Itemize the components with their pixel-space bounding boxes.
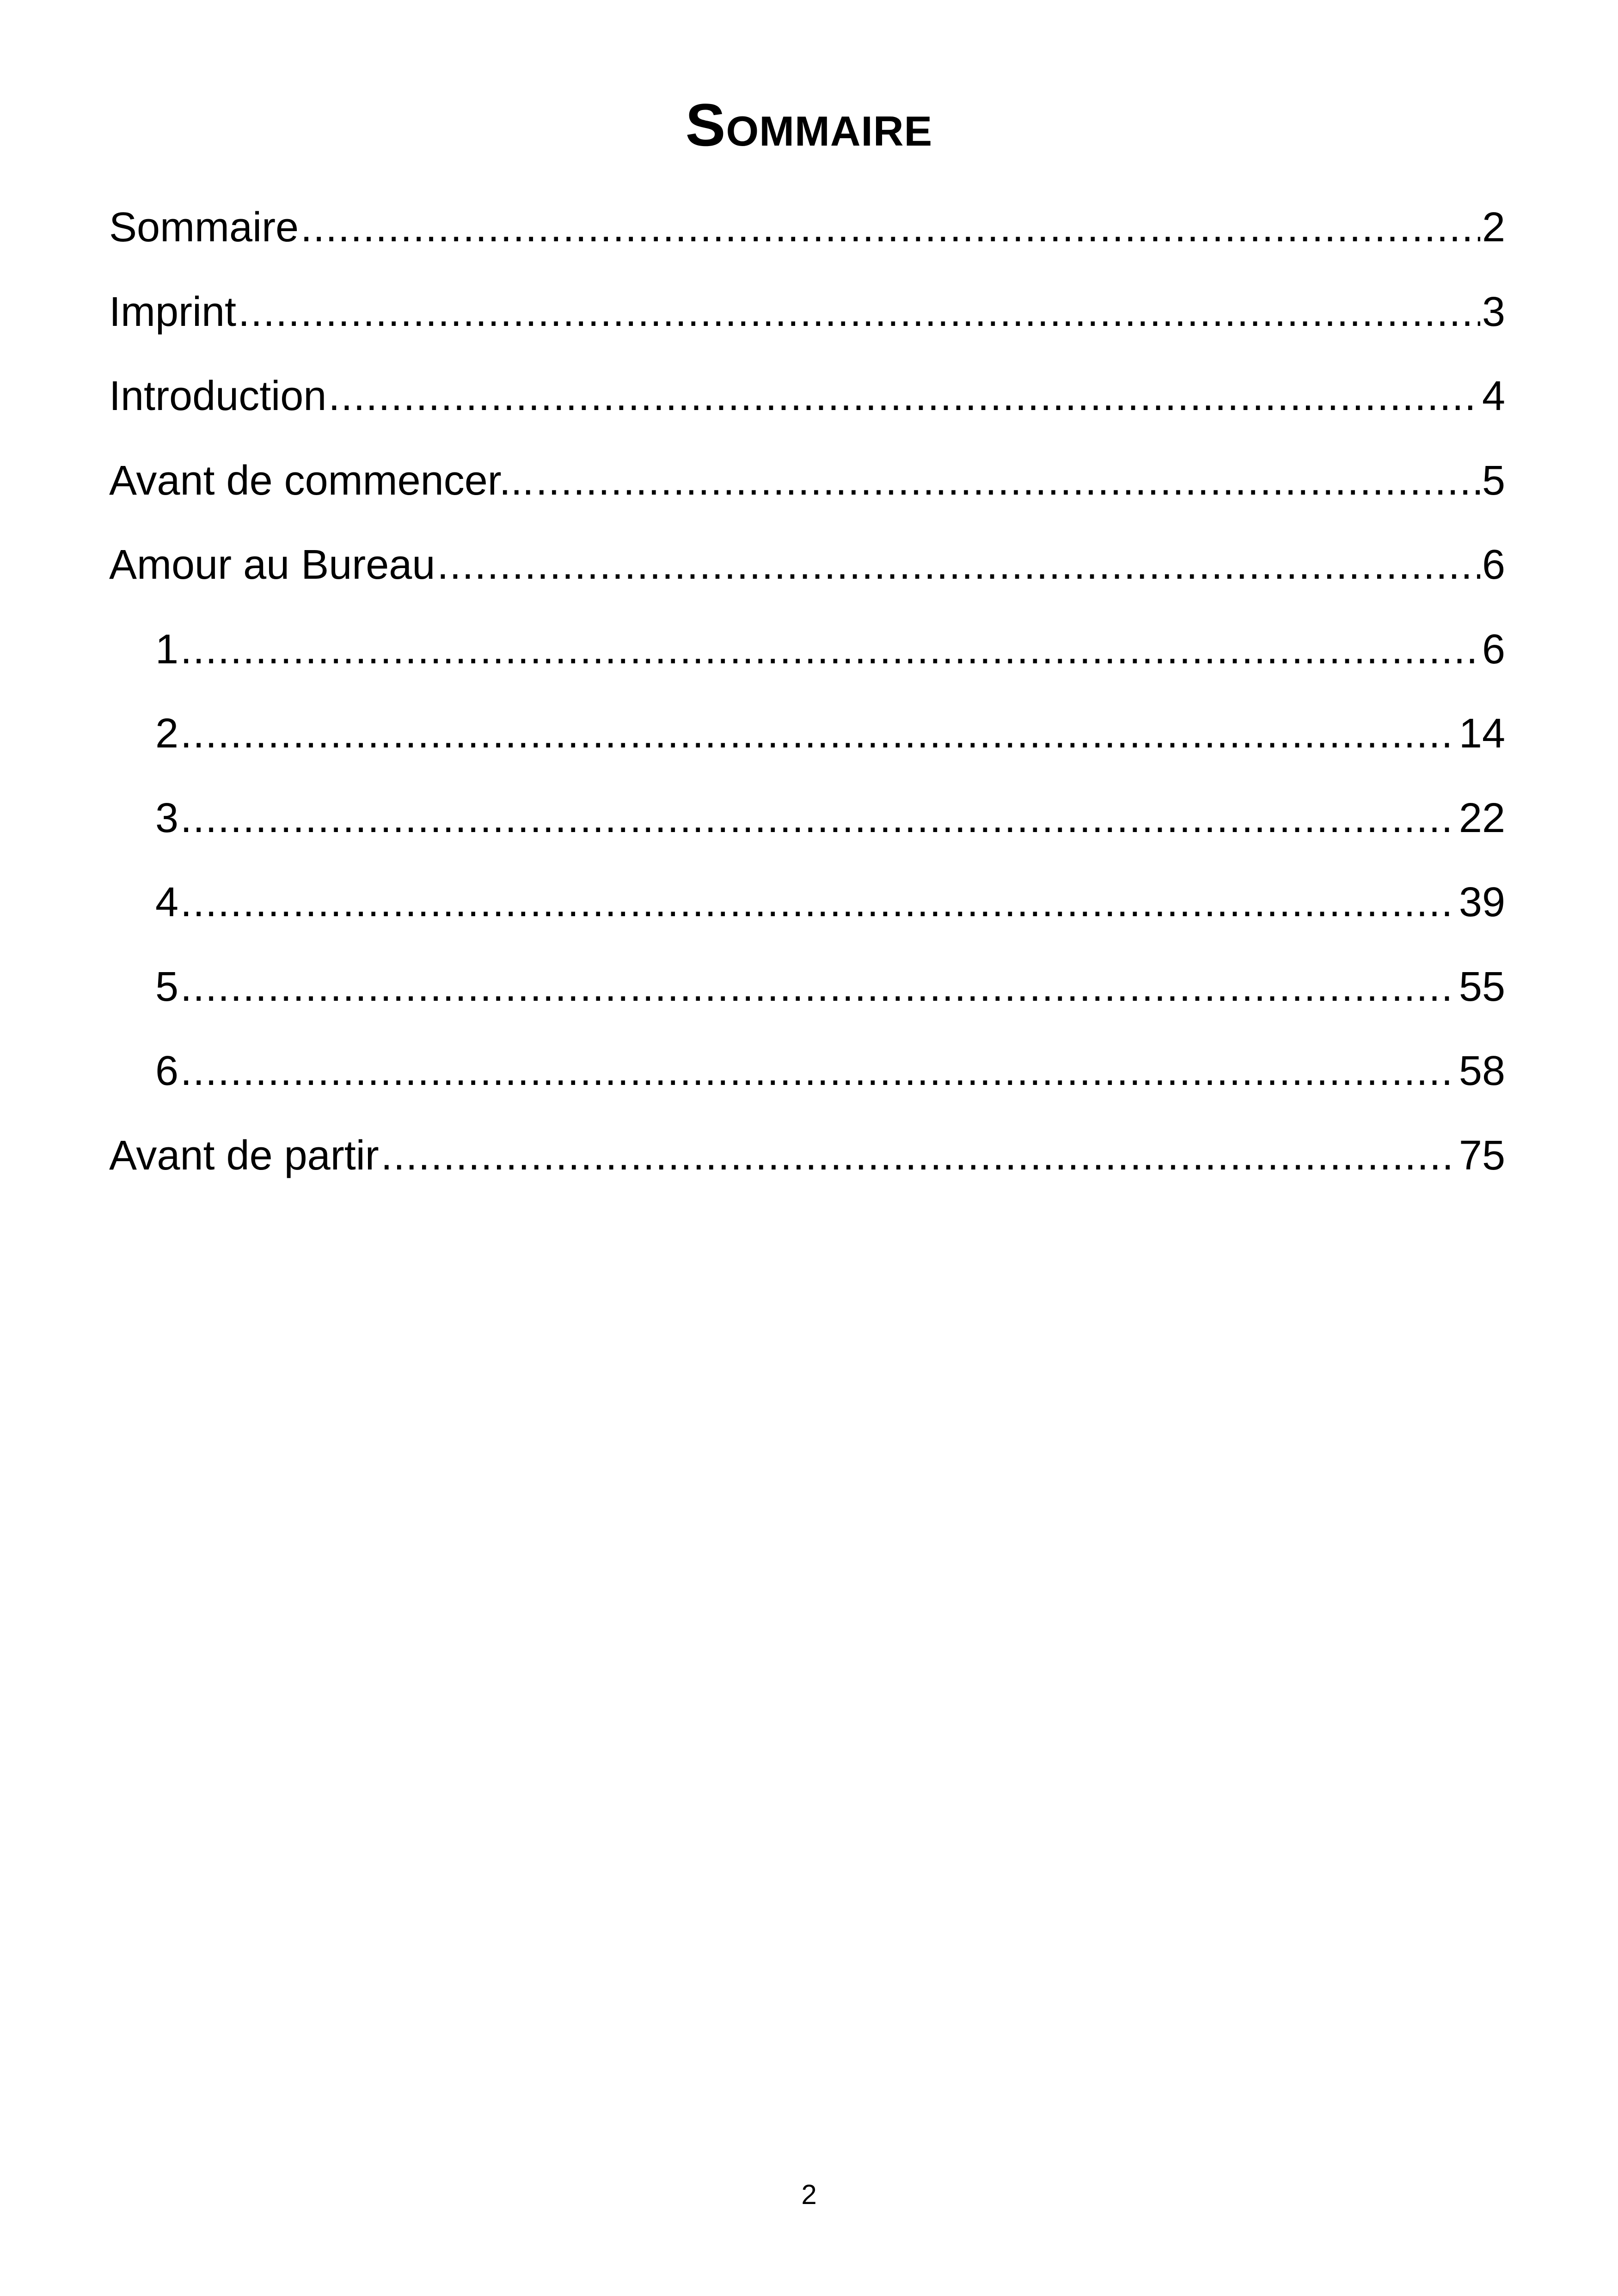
toc-entry[interactable] — [109, 444, 1505, 528]
toc-dot-leader — [381, 1119, 1457, 1193]
toc-entry[interactable] — [109, 528, 1505, 612]
toc-entry[interactable] — [109, 359, 1505, 444]
toc-entry-label: Avant de commencer... — [109, 457, 534, 504]
toc-subentry[interactable] — [109, 697, 1505, 781]
toc-dot-leader — [437, 528, 1480, 602]
toc-subentry[interactable] — [109, 612, 1505, 697]
toc-subentry[interactable] — [109, 1034, 1505, 1119]
toc-dot-leader — [180, 781, 1457, 855]
toc-dot-leader — [180, 697, 1457, 771]
toc-dot-leader — [238, 275, 1480, 349]
page-number: 2 — [801, 2179, 817, 2210]
toc-entry-label: Avant de partir — [109, 1132, 379, 1179]
toc-dot-leader — [180, 612, 1480, 686]
toc-entry-label: Sommaire — [109, 204, 299, 251]
toc-entry-label: Amour au Bureau — [109, 542, 435, 588]
toc-subentry[interactable] — [109, 950, 1505, 1035]
toc-entry-label: 5 — [155, 963, 179, 1010]
toc-entry-page: 55 — [1459, 963, 1505, 1010]
toc-entry-label: 3 — [155, 795, 179, 841]
toc-entry-page: 4 — [1482, 373, 1505, 419]
toc-subentry[interactable] — [109, 865, 1505, 950]
toc-entry-page: 58 — [1459, 1048, 1505, 1094]
toc-entry-page: 3 — [1482, 288, 1505, 335]
toc-entry-label: 2 — [155, 710, 179, 757]
toc-dot-leader — [328, 359, 1480, 433]
toc-entry-label: 1 — [155, 626, 179, 673]
toc-dot-leader — [536, 444, 1480, 518]
toc-entry-label: Imprint — [109, 288, 237, 335]
toc-entry-label: 6 — [155, 1048, 179, 1094]
page-title: Sommaire — [685, 91, 933, 159]
toc-entry-page: 39 — [1459, 879, 1505, 925]
toc-entry-page: 2 — [1482, 204, 1505, 251]
toc-entry-page: 75 — [1459, 1132, 1505, 1179]
toc-dot-leader — [180, 950, 1457, 1024]
toc-dot-leader — [300, 190, 1480, 264]
toc-dot-leader — [180, 1034, 1457, 1108]
toc-entry[interactable] — [109, 190, 1505, 275]
toc-entry-page: 14 — [1459, 710, 1505, 757]
toc-dot-leader — [180, 865, 1457, 939]
toc-entry-page: 6 — [1482, 542, 1505, 588]
toc-entry-page: 5 — [1482, 457, 1505, 504]
toc-subentry[interactable] — [109, 781, 1505, 866]
toc-entry-label: 4 — [155, 879, 179, 925]
toc-entry[interactable] — [109, 1119, 1505, 1203]
toc-entry-page: 22 — [1459, 795, 1505, 841]
toc-entry-page: 6 — [1482, 626, 1505, 673]
toc-entry-label: Introduction — [109, 373, 327, 419]
table-of-contents — [109, 190, 1505, 1203]
toc-entry[interactable] — [109, 275, 1505, 360]
